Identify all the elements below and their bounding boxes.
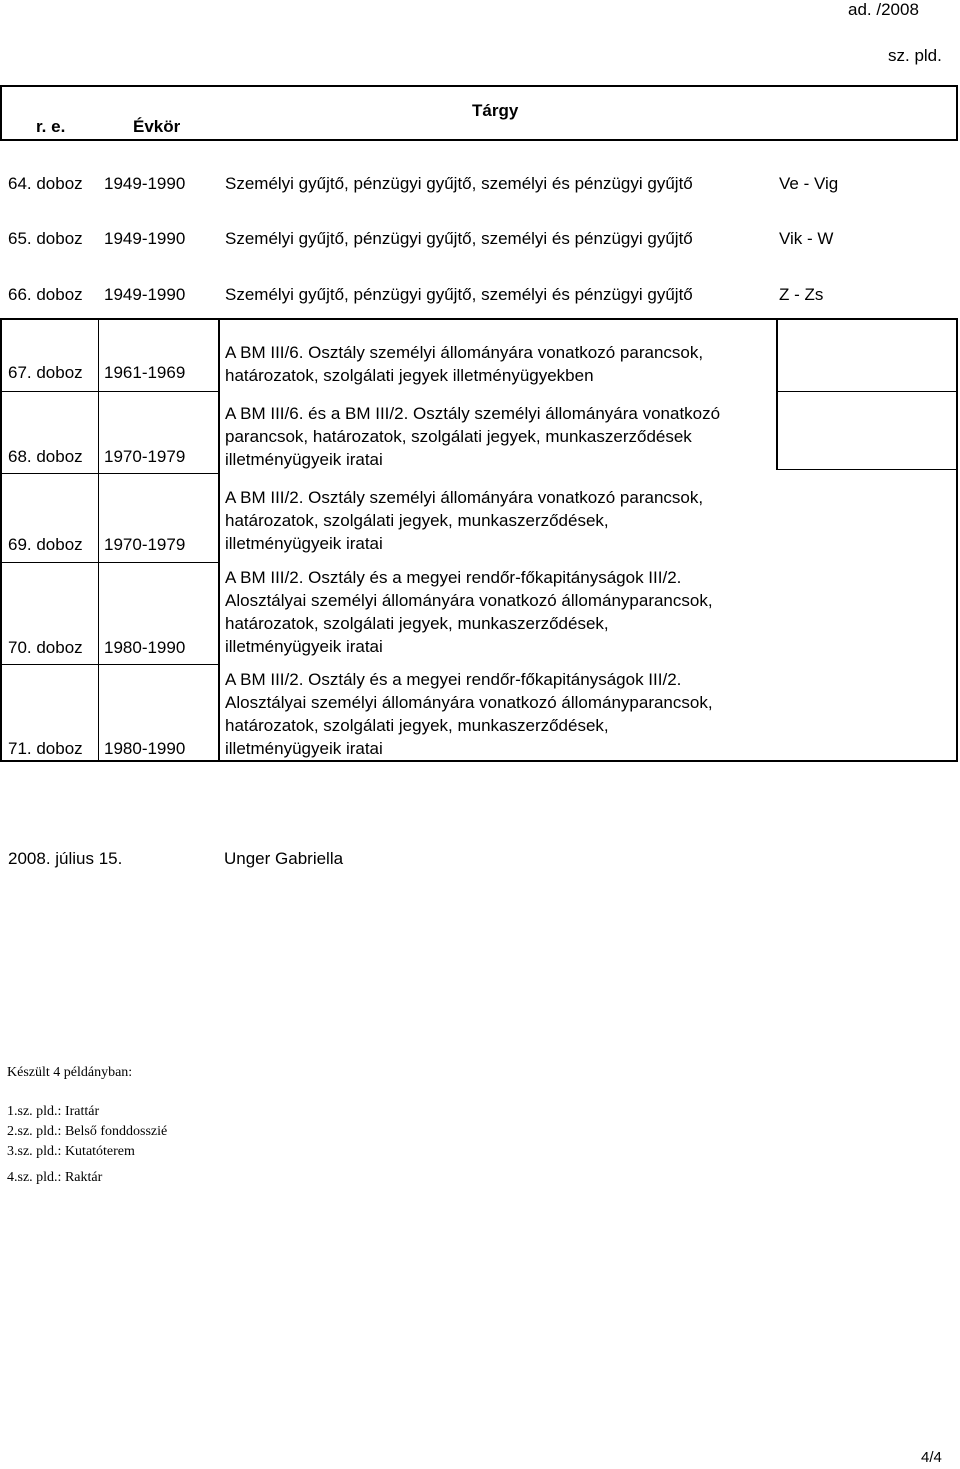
document-number: ad. /2008 [848, 0, 919, 19]
signature-date: 2008. július 15. [8, 849, 123, 868]
row-subject: A BM III/6. Osztály személyi állományára vonatkozó parancsok, határozatok, szolgálati jegyek illetményügyekben [225, 343, 704, 385]
row-subject: A BM III/2. Osztály személyi állományára vonatkozó parancsok, határozatok, szolgálati jegyek, munkaszerződések, illetményügyeik iratai [225, 488, 704, 553]
row-re: 69. doboz [8, 535, 83, 554]
row-targy: Személyi gyűjtő, pénzügyi gyűjtő, személyi és pénzügyi gyűjtő [225, 229, 693, 248]
row-evkor: 1980-1990 [104, 638, 186, 657]
row-evkor: 1949-1990 [104, 174, 186, 193]
column-header-re: r. e. [36, 117, 66, 136]
row-evkor: 1980-1990 [104, 739, 186, 758]
copy-item: 3.sz. pld.: Kutatóterem [7, 1144, 135, 1159]
row-re: 66. doboz [8, 285, 83, 304]
row-evkor: 1970-1979 [104, 447, 186, 466]
row-evkor: 1949-1990 [104, 285, 186, 304]
row-range: Ve - Vig [779, 174, 839, 193]
copy-item: 2.sz. pld.: Belső fonddosszié [7, 1124, 168, 1139]
row-re: 67. doboz [8, 363, 83, 382]
row-evkor: 1961-1969 [104, 363, 186, 382]
row-subject: A BM III/2. Osztály és a megyei rendőr-főkapitányságok III/2. Alosztályai személyi állományára vonatkozó állományparancsok, határozatok, szolgálati jegyek, munkaszerződések, illetményügyeik iratai [225, 568, 713, 656]
row-subject: A BM III/2. Osztály és a megyei rendőr-főkapitányságok III/2. Alosztályai személyi állományára vonatkozó állományparancsok, határozatok, szolgálati jegyek, munkaszerződések, illetményügyeik iratai [225, 670, 713, 758]
row-range: Z - Zs [779, 285, 824, 304]
row-subject: A BM III/6. és a BM III/2. Osztály személyi állományára vonatkozó parancsok, határozatok, szolgálati jegyek, munkaszerződések illetményügyeik iratai [225, 404, 721, 469]
column-header-targy: Tárgy [472, 101, 519, 120]
column-header-evkor: Évkör [133, 117, 181, 136]
row-targy: Személyi gyűjtő, pénzügyi gyűjtő, személyi és pénzügyi gyűjtő [225, 174, 693, 193]
row-re: 68. doboz [8, 447, 83, 466]
copy-item: 1.sz. pld.: Irattár [7, 1104, 100, 1119]
row-evkor: 1970-1979 [104, 535, 186, 554]
page-number: 4/4 [921, 1449, 942, 1466]
row-re: 64. doboz [8, 174, 83, 193]
copy-label: sz. pld. [888, 46, 942, 65]
copies-title: Készült 4 példányban: [7, 1065, 133, 1080]
row-targy: Személyi gyűjtő, pénzügyi gyűjtő, személyi és pénzügyi gyűjtő [225, 285, 693, 304]
row-range: Vik - W [779, 229, 834, 248]
copy-item: 4.sz. pld.: Raktár [7, 1170, 103, 1185]
row-re: 65. doboz [8, 229, 83, 248]
signature-name: Unger Gabriella [224, 849, 344, 868]
row-re: 71. doboz [8, 739, 83, 758]
row-re: 70. doboz [8, 638, 83, 657]
row-evkor: 1949-1990 [104, 229, 186, 248]
